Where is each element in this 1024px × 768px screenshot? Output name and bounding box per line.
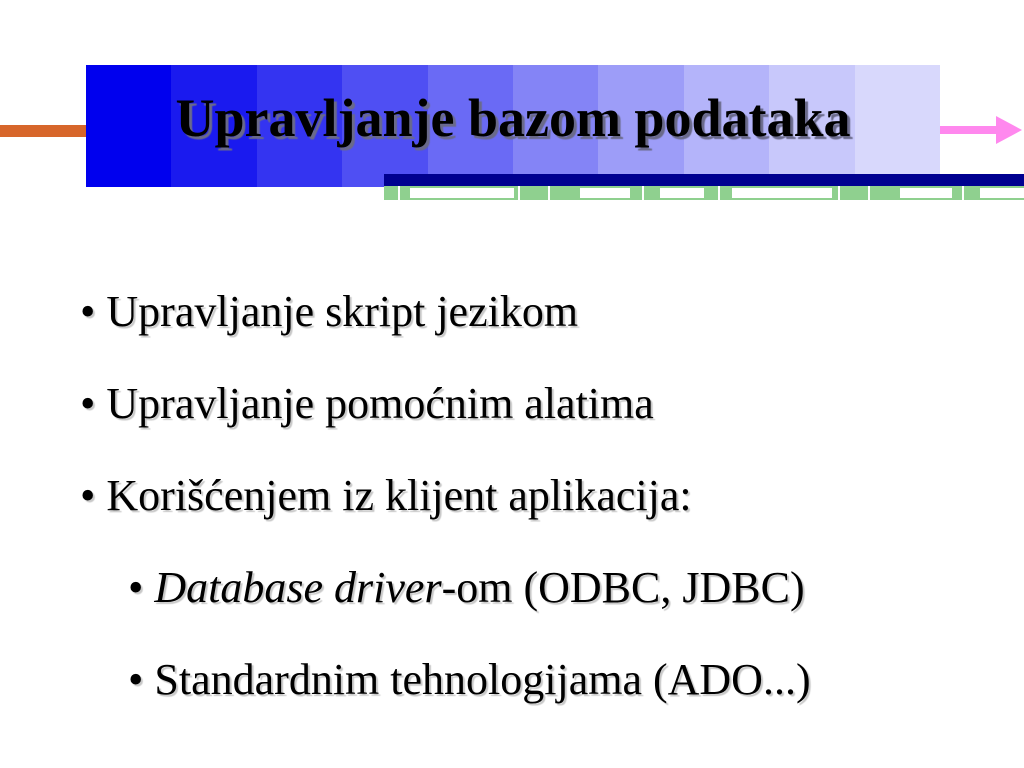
bullet-item bbox=[80, 379, 654, 429]
sub-bullet-item bbox=[128, 563, 805, 613]
bullet-glyph: • bbox=[80, 287, 96, 336]
bullet-glyph: • bbox=[128, 563, 144, 612]
sub-bullet-text: Standardnim tehnologijama (ADO...) bbox=[154, 655, 811, 704]
bullet-glyph: • bbox=[80, 471, 96, 520]
sub-bullet-text: -om (ODBC, JDBC) bbox=[441, 563, 805, 612]
bullet-glyph: • bbox=[80, 379, 96, 428]
sub-bullet-italic-text: Database driver bbox=[154, 563, 442, 612]
bullet-text: Upravljanje pomoćnim alatima bbox=[106, 379, 654, 428]
bullet-item bbox=[80, 471, 692, 521]
sub-bullet-item bbox=[128, 655, 811, 705]
slide-title: Upravljanje bazom podataka bbox=[175, 88, 851, 148]
bullet-text: Korišćenjem iz klijent aplikacija: bbox=[106, 471, 692, 520]
bullet-item bbox=[80, 287, 578, 337]
bullet-glyph: • bbox=[128, 655, 144, 704]
bullet-text: Upravljanje skript jezikom bbox=[106, 287, 579, 336]
